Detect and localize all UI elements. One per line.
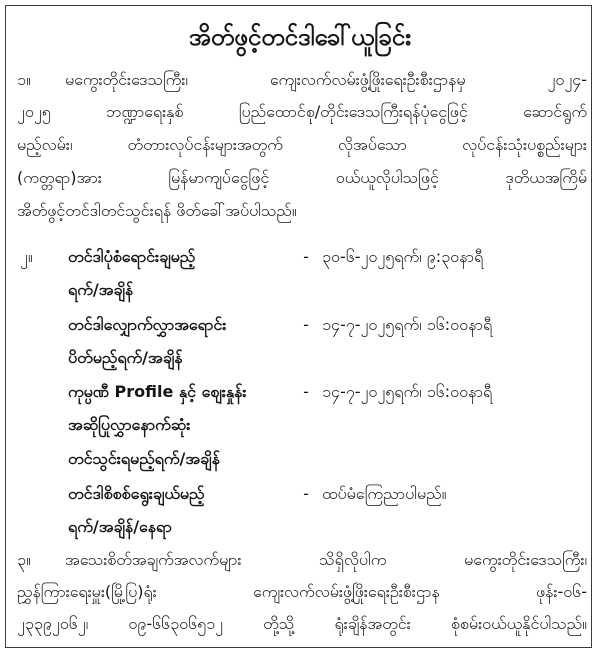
schedule-label: ရက်/အချိန်/နေရာ — [68, 517, 172, 536]
schedule-value: ထပ်မံကြေညာပါမည်။ — [322, 484, 447, 503]
notice-title: အိတ်ဖွင့်တင်ဒါခေါ်ယူခြင်း — [188, 23, 412, 51]
schedule-dash: - — [303, 247, 309, 266]
schedule-dash: - — [303, 382, 309, 401]
paragraph-3-line: အသေးစိတ်အချက်အလက်များ သိရှိလိုပါက မကွေးတိုင်းဒေသကြီး၊ — [65, 550, 587, 569]
schedule-label: ရက်/အချိန် — [68, 280, 134, 299]
paragraph-1-line: ၂၀၂၅ ဘဏ္ဍာရေးနှစ် ပြည်ထောင်စု/တိုင်းဒေသကြီးရန်ပုံငွေဖြင့် ဆောင်ရွက် — [17, 102, 587, 121]
paragraph-1-number: ၁။ — [17, 70, 31, 89]
schedule-dash: - — [303, 484, 309, 503]
schedule-dash: - — [303, 315, 309, 334]
schedule-label: ပိတ်မည့်ရက်/အချိန် — [68, 348, 183, 367]
paragraph-3-number: ၃။ — [17, 550, 31, 569]
schedule-label: အဆိုပြုလွှာနောက်ဆုံး — [68, 415, 191, 434]
schedule-value: ၃၀-၆-၂၀၂၅ရက်၊ ၉:၃၀နာရီ — [322, 247, 484, 266]
schedule-label: တင်သွင်းရမည့်ရက်/အချိန် — [68, 449, 220, 468]
schedule-label: တင်ဒါပုံစံရောင်းချမည့် — [68, 247, 196, 266]
paragraph-1-line: (ကတ္တရာ)အား မြန်မာကျပ်ငွေဖြင့် ဝယ်ယူလိုပါသဖြင့် ဒုတိယအကြိမ် — [17, 168, 587, 187]
paragraph-1-line: အိတ်ဖွင့်တင်ဒါတင်သွင်းရန် ဖိတ်ခေါ်အပ်ပါသည်။ — [17, 201, 297, 220]
paragraph-1-line: မည့်လမ်း၊ တံတားလုပ်ငန်းများအတွက် လိုအပ်သော လုပ်ငန်းသုံးပစ္စည်းများ — [17, 135, 587, 154]
schedule-number: ၂။ — [20, 247, 33, 266]
paragraph-3-line: ၂၃၃၉၂၀၆၂၊ ၀၉-၆၆၃၀၆၅၁၂ တို့သို့ ရုံးချိန်အတွင်း စုံစမ်းဝယ်ယူနိုင်ပါသည်။ — [17, 614, 587, 633]
schedule-label: ကုမ္ပဏီ Profile နှင့် စျေးနှုန်း — [68, 382, 247, 401]
schedule-label: တင်ဒါစိစစ်ရွေးချယ်မည့် — [68, 484, 205, 503]
schedule-label: တင်ဒါလျှောက်လွှာအရောင်း — [68, 315, 227, 334]
paragraph-1-line: မကွေးတိုင်းဒေသကြီး၊ ကျေးလက်လမ်းဖွံ့ဖြိုးရေးဦးစီးဌာနမှ ၂၀၂၄- — [65, 70, 587, 89]
paragraph-3-line: ညွှန်ကြားရေးမှူး(မြို့ပြ)ရုံး ကျေးလက်လမ်းဖွံ့ဖြိုးရေးဦးစီးဌာန ဖုန်း-၀၆- — [17, 582, 587, 601]
schedule-value: ၁၄-၇-၂၀၂၅ရက်၊ ၁၆:၀၀နာရီ — [322, 315, 493, 334]
schedule-value: ၁၄-၇-၂၀၂၅ရက်၊ ၁၆:၀၀နာရီ — [322, 382, 493, 401]
